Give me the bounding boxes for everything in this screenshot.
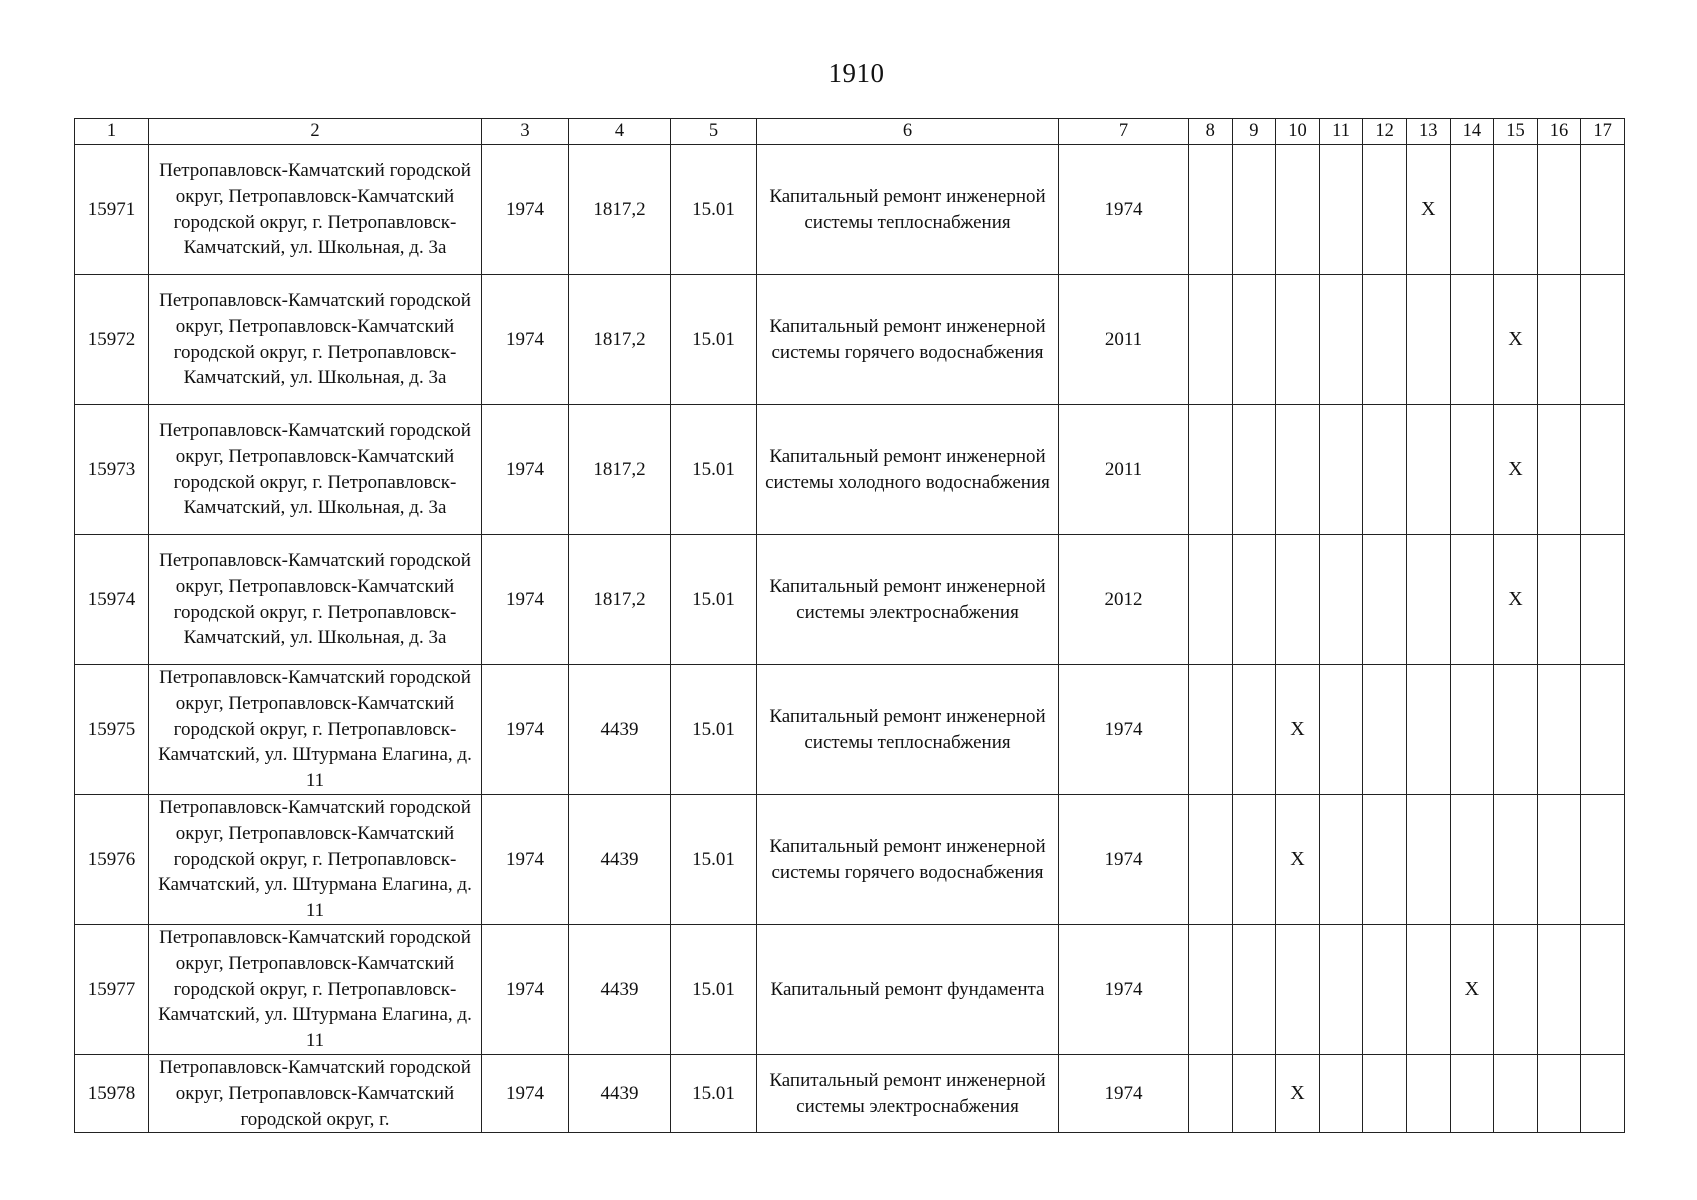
period-mark-col-8 [1189, 665, 1233, 795]
period-mark-col-12 [1363, 275, 1407, 405]
address-cell: Петропавловск-Камчатский городской округ, Петропавловск-Камчатский городской округ, г. Петропавловск-Камчатский, ул. Штурмана Елагина, д. 11 [149, 665, 482, 795]
area-cell: 1817,2 [569, 535, 671, 665]
column-number-row [75, 119, 1625, 145]
period-mark-col-16 [1537, 535, 1581, 665]
period-mark-col-8 [1189, 1055, 1233, 1133]
period-mark-col-13 [1406, 405, 1450, 535]
record-number-cell: 15976 [75, 795, 149, 925]
period-mark-col-13 [1406, 535, 1450, 665]
period-mark-col-10 [1276, 925, 1320, 1055]
period-mark-col-10 [1276, 145, 1320, 275]
table-row [75, 1055, 1625, 1133]
period-mark-col-9 [1232, 795, 1276, 925]
address-cell: Петропавловск-Камчатский городской округ, Петропавловск-Камчатский городской округ, г. Петропавловск-Камчатский, ул. Школьная, д. 3а [149, 145, 482, 275]
period-mark-col-17 [1581, 665, 1625, 795]
column-header-15: 15 [1494, 119, 1538, 145]
table-row [75, 925, 1625, 1055]
record-number-cell: 15971 [75, 145, 149, 275]
area-cell: 4439 [569, 665, 671, 795]
period-mark-col-13 [1406, 925, 1450, 1055]
period-mark-col-16 [1537, 405, 1581, 535]
period-mark-col-9 [1232, 925, 1276, 1055]
last-repair-year-cell: 2011 [1059, 275, 1189, 405]
last-repair-year-cell: 2011 [1059, 405, 1189, 535]
period-mark-col-15: X [1494, 275, 1538, 405]
period-mark-col-14 [1450, 145, 1494, 275]
column-header-14: 14 [1450, 119, 1494, 145]
last-repair-year-cell: 2012 [1059, 535, 1189, 665]
table-row [75, 665, 1625, 795]
work-code-cell: 15.01 [671, 795, 757, 925]
year-built-cell: 1974 [482, 275, 569, 405]
column-header-2: 2 [149, 119, 482, 145]
period-mark-col-9 [1232, 535, 1276, 665]
work-code-cell: 15.01 [671, 1055, 757, 1133]
work-type-cell: Капитальный ремонт инженерной системы холодного водоснабжения [757, 405, 1059, 535]
period-mark-col-12 [1363, 795, 1407, 925]
column-header-6: 6 [757, 119, 1059, 145]
period-mark-col-16 [1537, 665, 1581, 795]
year-built-cell: 1974 [482, 405, 569, 535]
period-mark-col-15: X [1494, 535, 1538, 665]
address-cell: Петропавловск-Камчатский городской округ, Петропавловск-Камчатский городской округ, г. Петропавловск-Камчатский, ул. Школьная, д. 3а [149, 535, 482, 665]
work-type-cell: Капитальный ремонт инженерной системы теплоснабжения [757, 145, 1059, 275]
period-mark-col-10 [1276, 405, 1320, 535]
last-repair-year-cell: 1974 [1059, 795, 1189, 925]
record-number-cell: 15972 [75, 275, 149, 405]
period-mark-col-14 [1450, 535, 1494, 665]
record-number-cell: 15978 [75, 1055, 149, 1133]
address-cell: Петропавловск-Камчатский городской округ, Петропавловск-Камчатский городской округ, г. Петропавловск-Камчатский, ул. Школьная, д. 3а [149, 405, 482, 535]
work-code-cell: 15.01 [671, 535, 757, 665]
period-mark-col-11 [1319, 405, 1363, 535]
period-mark-col-17 [1581, 1055, 1625, 1133]
period-mark-col-15 [1494, 795, 1538, 925]
work-code-cell: 15.01 [671, 665, 757, 795]
record-number-cell: 15977 [75, 925, 149, 1055]
column-header-12: 12 [1363, 119, 1407, 145]
record-number-cell: 15974 [75, 535, 149, 665]
column-header-13: 13 [1406, 119, 1450, 145]
period-mark-col-13 [1406, 275, 1450, 405]
period-mark-col-10 [1276, 535, 1320, 665]
period-mark-col-8 [1189, 405, 1233, 535]
year-built-cell: 1974 [482, 925, 569, 1055]
work-type-cell: Капитальный ремонт инженерной системы горячего водоснабжения [757, 795, 1059, 925]
address-cell: Петропавловск-Камчатский городской округ, Петропавловск-Камчатский городской округ, г. Петропавловск-Камчатский, ул. Штурмана Елагина, д. 11 [149, 925, 482, 1055]
area-cell: 1817,2 [569, 275, 671, 405]
year-built-cell: 1974 [482, 145, 569, 275]
work-type-cell: Капитальный ремонт фундамента [757, 925, 1059, 1055]
period-mark-col-9 [1232, 145, 1276, 275]
last-repair-year-cell: 1974 [1059, 665, 1189, 795]
period-mark-col-10: X [1276, 665, 1320, 795]
area-cell: 4439 [569, 795, 671, 925]
period-mark-col-9 [1232, 665, 1276, 795]
table-row [75, 405, 1625, 535]
work-code-cell: 15.01 [671, 405, 757, 535]
period-mark-col-15: X [1494, 405, 1538, 535]
period-mark-col-14 [1450, 405, 1494, 535]
work-type-cell: Капитальный ремонт инженерной системы электроснабжения [757, 535, 1059, 665]
period-mark-col-16 [1537, 1055, 1581, 1133]
period-mark-col-14 [1450, 795, 1494, 925]
column-header-7: 7 [1059, 119, 1189, 145]
period-mark-col-17 [1581, 795, 1625, 925]
period-mark-col-13 [1406, 1055, 1450, 1133]
period-mark-col-11 [1319, 535, 1363, 665]
area-cell: 1817,2 [569, 145, 671, 275]
period-mark-col-8 [1189, 535, 1233, 665]
period-mark-col-17 [1581, 405, 1625, 535]
period-mark-col-16 [1537, 795, 1581, 925]
year-built-cell: 1974 [482, 795, 569, 925]
period-mark-col-16 [1537, 925, 1581, 1055]
period-mark-col-8 [1189, 145, 1233, 275]
table-row [75, 275, 1625, 405]
period-mark-col-8 [1189, 925, 1233, 1055]
period-mark-col-12 [1363, 1055, 1407, 1133]
period-mark-col-17 [1581, 925, 1625, 1055]
year-built-cell: 1974 [482, 1055, 569, 1133]
table-row [75, 535, 1625, 665]
address-cell: Петропавловск-Камчатский городской округ, Петропавловск-Камчатский городской округ, г. [149, 1055, 482, 1133]
period-mark-col-9 [1232, 1055, 1276, 1133]
last-repair-year-cell: 1974 [1059, 1055, 1189, 1133]
period-mark-col-13: X [1406, 145, 1450, 275]
period-mark-col-15 [1494, 925, 1538, 1055]
period-mark-col-11 [1319, 665, 1363, 795]
work-code-cell: 15.01 [671, 275, 757, 405]
period-mark-col-10: X [1276, 795, 1320, 925]
column-header-17: 17 [1581, 119, 1625, 145]
work-code-cell: 15.01 [671, 925, 757, 1055]
period-mark-col-10 [1276, 275, 1320, 405]
table-row [75, 795, 1625, 925]
period-mark-col-14 [1450, 275, 1494, 405]
record-number-cell: 15973 [75, 405, 149, 535]
period-mark-col-12 [1363, 535, 1407, 665]
column-header-5: 5 [671, 119, 757, 145]
column-header-11: 11 [1319, 119, 1363, 145]
period-mark-col-8 [1189, 275, 1233, 405]
last-repair-year-cell: 1974 [1059, 925, 1189, 1055]
column-header-8: 8 [1189, 119, 1233, 145]
column-header-10: 10 [1276, 119, 1320, 145]
area-cell: 1817,2 [569, 405, 671, 535]
column-header-4: 4 [569, 119, 671, 145]
period-mark-col-9 [1232, 275, 1276, 405]
table-body [75, 145, 1625, 1133]
period-mark-col-11 [1319, 925, 1363, 1055]
address-cell: Петропавловск-Камчатский городской округ, Петропавловск-Камчатский городской округ, г. Петропавловск-Камчатский, ул. Школьная, д. 3а [149, 275, 482, 405]
year-built-cell: 1974 [482, 665, 569, 795]
year-built-cell: 1974 [482, 535, 569, 665]
period-mark-col-15 [1494, 1055, 1538, 1133]
period-mark-col-12 [1363, 405, 1407, 535]
column-header-1: 1 [75, 119, 149, 145]
address-cell: Петропавловск-Камчатский городской округ, Петропавловск-Камчатский городской округ, г. Петропавловск-Камчатский, ул. Штурмана Елагина, д. 11 [149, 795, 482, 925]
period-mark-col-12 [1363, 665, 1407, 795]
period-mark-col-11 [1319, 1055, 1363, 1133]
period-mark-col-14 [1450, 665, 1494, 795]
column-header-3: 3 [482, 119, 569, 145]
period-mark-col-16 [1537, 145, 1581, 275]
area-cell: 4439 [569, 1055, 671, 1133]
period-mark-col-13 [1406, 665, 1450, 795]
period-mark-col-15 [1494, 145, 1538, 275]
page-number: 1910 [828, 58, 885, 88]
work-type-cell: Капитальный ремонт инженерной системы горячего водоснабжения [757, 275, 1059, 405]
period-mark-col-13 [1406, 795, 1450, 925]
work-type-cell: Капитальный ремонт инженерной системы электроснабжения [757, 1055, 1059, 1133]
period-mark-col-9 [1232, 405, 1276, 535]
period-mark-col-11 [1319, 145, 1363, 275]
work-type-cell: Капитальный ремонт инженерной системы теплоснабжения [757, 665, 1059, 795]
table-row [75, 145, 1625, 275]
period-mark-col-14: X [1450, 925, 1494, 1055]
period-mark-col-12 [1363, 925, 1407, 1055]
period-mark-col-8 [1189, 795, 1233, 925]
column-header-16: 16 [1537, 119, 1581, 145]
area-cell: 4439 [569, 925, 671, 1055]
repair-register-table [74, 118, 1625, 1133]
period-mark-col-15 [1494, 665, 1538, 795]
period-mark-col-11 [1319, 795, 1363, 925]
period-mark-col-17 [1581, 535, 1625, 665]
work-code-cell: 15.01 [671, 145, 757, 275]
period-mark-col-17 [1581, 275, 1625, 405]
period-mark-col-12 [1363, 145, 1407, 275]
period-mark-col-14 [1450, 1055, 1494, 1133]
period-mark-col-10: X [1276, 1055, 1320, 1133]
period-mark-col-16 [1537, 275, 1581, 405]
period-mark-col-17 [1581, 145, 1625, 275]
period-mark-col-11 [1319, 275, 1363, 405]
last-repair-year-cell: 1974 [1059, 145, 1189, 275]
column-header-9: 9 [1232, 119, 1276, 145]
record-number-cell: 15975 [75, 665, 149, 795]
